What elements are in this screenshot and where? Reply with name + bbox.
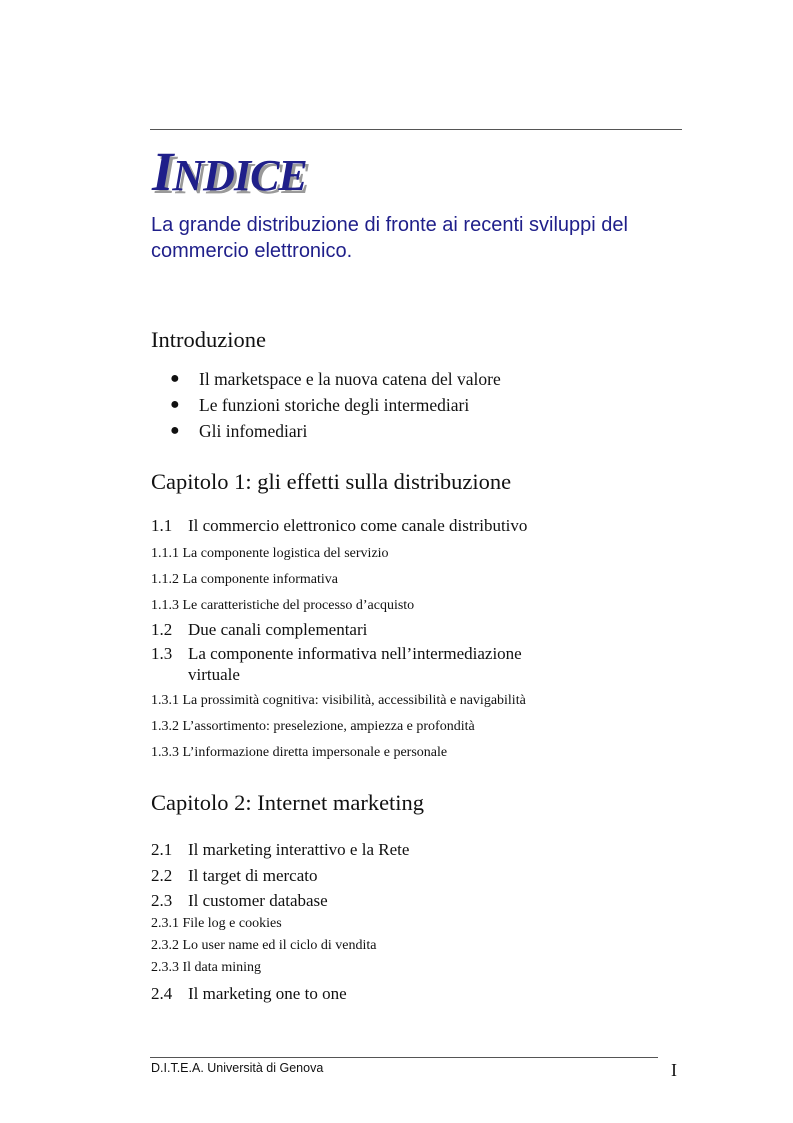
subtitle: La grande distribuzione di fronte ai recenti sviluppi del commercio elettronico. (151, 214, 628, 262)
list-item: ● Le funzioni storiche degli intermediari (170, 395, 470, 415)
footer-institution: D.I.T.E.A. Università di Genova (151, 1061, 324, 1075)
toc-entry[interactable]: 2.3.3 Il data mining (151, 960, 262, 975)
intro-bullet-list (170, 368, 501, 446)
toc-entry[interactable]: 1.1 Il commercio elettronico come canale distributivo (151, 516, 528, 535)
toc-entry[interactable]: 2.3.1 File log e cookies (151, 916, 282, 931)
page-number: I (671, 1060, 677, 1080)
toc-entry-continuation[interactable]: virtuale (188, 665, 240, 684)
bullet-icon: ● (170, 370, 180, 387)
section-heading-capitolo-1: Capitolo 1: gli effetti sulla distribuzione (151, 469, 512, 494)
toc-entry[interactable]: 1.1.2 La componente informativa (151, 572, 338, 587)
top-rule (150, 129, 682, 130)
toc-entry[interactable]: 1.2 Due canali complementari (151, 620, 368, 639)
toc-entry[interactable]: 2.2 Il target di mercato (151, 866, 318, 885)
section-heading-capitolo-2: Capitolo 2: Internet marketing (151, 790, 425, 815)
toc-entry[interactable]: 1.3.2 L’assortimento: preselezione, ampiezza e profondità (151, 719, 475, 734)
page-title: INDICE (152, 141, 307, 202)
toc-entry[interactable]: 2.3.2 Lo user name ed il ciclo di vendita (151, 938, 377, 953)
list-item: ● Gli infomediari (170, 421, 308, 441)
toc-entry[interactable]: 2.3 Il customer database (151, 891, 328, 910)
toc-entry[interactable]: 1.3.3 L’informazione diretta impersonale e personale (151, 745, 448, 760)
toc-entry[interactable]: 1.3.1 La prossimità cognitiva: visibilità, accessibilità e navigabilità (151, 693, 526, 708)
toc-entry[interactable]: 2.1 Il marketing interattivo e la Rete (151, 840, 410, 859)
toc-entry[interactable]: 1.1.3 Le caratteristiche del processo d’acquisto (151, 598, 415, 613)
bullet-icon: ● (170, 396, 180, 413)
footer-rule (150, 1057, 658, 1058)
toc-entry[interactable]: 2.4 Il marketing one to one (151, 984, 347, 1003)
toc-entry[interactable]: 1.1.1 La componente logistica del servizio (151, 546, 389, 561)
section-heading-introduzione: Introduzione (151, 327, 266, 352)
toc-entry[interactable]: 1.3 La componente informativa nell’intermediazione (151, 644, 522, 663)
list-item: ● Il marketspace e la nuova catena del valore (170, 369, 501, 389)
bullet-icon: ● (170, 422, 180, 439)
